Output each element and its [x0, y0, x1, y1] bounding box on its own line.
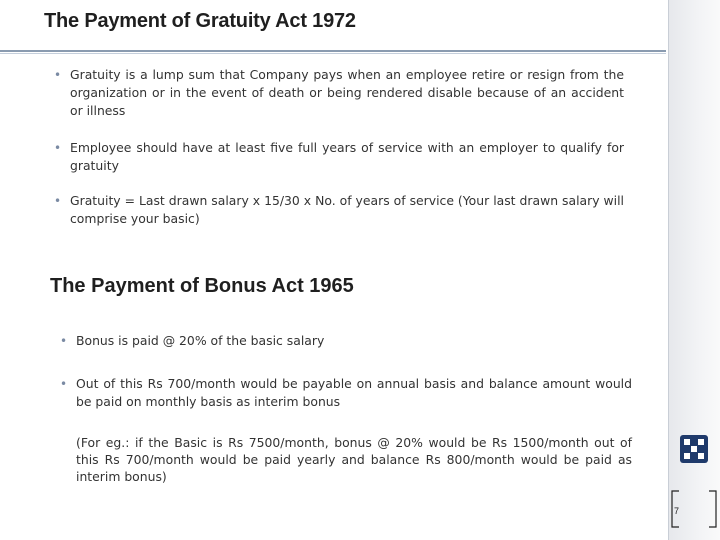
bullet-text: Employee should have at least five full years of service with an employer to qualify for gratuity: [70, 140, 624, 173]
bullet-text: Gratuity is a lump sum that Company pays when an employee retire or resign from the organization or in the event of death or being rendered disable because of an accident or illness: [70, 67, 624, 118]
quilt-logo-icon: [680, 435, 708, 463]
bullet-dot-icon: •: [54, 194, 62, 208]
title-bar: [0, 0, 666, 52]
bullet-dot-icon: •: [60, 334, 68, 348]
bullet-dot-icon: •: [60, 377, 68, 391]
bullet-dot-icon: •: [54, 68, 62, 82]
bullet-item: [54, 192, 624, 228]
example-paragraph: (For eg.: if the Basic is Rs 7500/month, bonus @ 20% would be Rs 1500/month out of this Rs 700/month would be paid yearly and balance Rs 800/month would be paid as interim bonus): [76, 435, 632, 484]
bullet-text: Bonus is paid @ 20% of the basic salary: [76, 333, 325, 348]
bullet-item: [54, 66, 624, 120]
bullet-item: [54, 139, 624, 175]
bullet-text: Out of this Rs 700/month would be payable on annual basis and balance amount would be paid on monthly basis as interim bonus: [76, 376, 632, 409]
page-number: 7: [674, 506, 680, 516]
page-title: The Payment of Gratuity Act 1972: [44, 10, 356, 32]
bullet-text: Gratuity = Last drawn salary x 15/30 x No. of years of service (Your last drawn salary will comprise your basic): [70, 193, 624, 226]
bullet-item: [60, 375, 632, 411]
bullet-item: [60, 332, 632, 350]
section-heading: The Payment of Bonus Act 1965: [50, 275, 354, 297]
bullet-dot-icon: •: [54, 141, 62, 155]
